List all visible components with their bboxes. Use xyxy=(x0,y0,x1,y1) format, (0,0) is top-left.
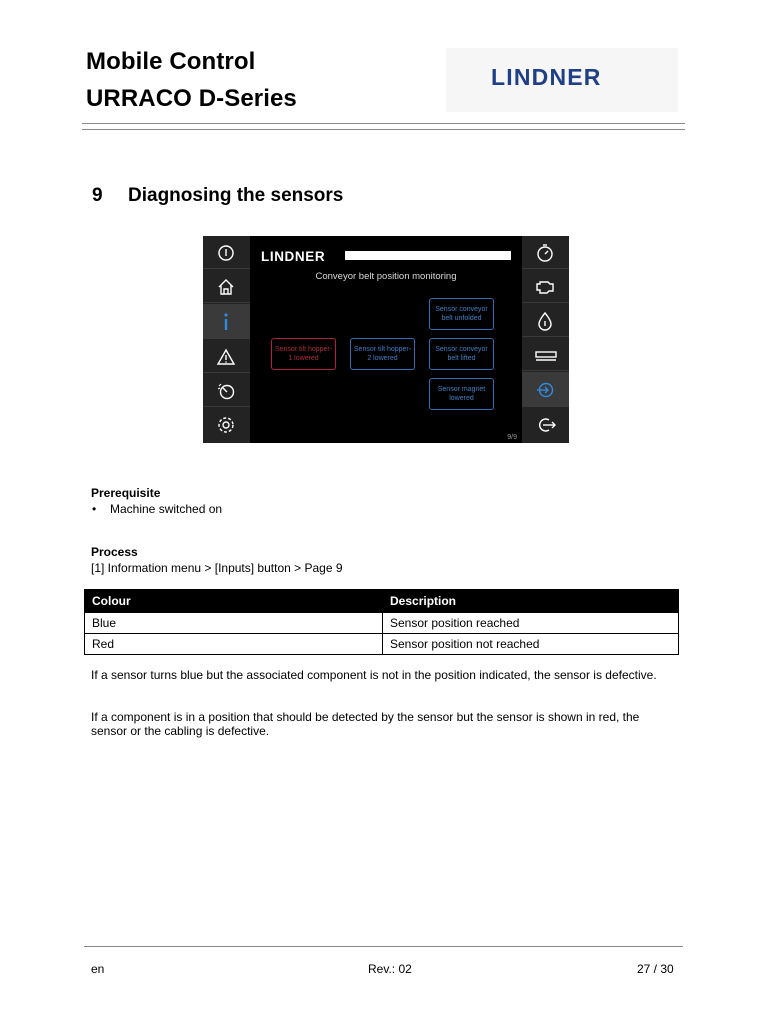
output-icon xyxy=(534,414,558,436)
timer-button xyxy=(203,374,250,407)
engine-icon xyxy=(534,276,558,298)
document-subtitle: URRACO D-Series xyxy=(86,85,297,112)
prerequisite-heading: Prerequisite xyxy=(91,486,161,500)
header-rule xyxy=(82,123,685,124)
information-button xyxy=(203,304,250,339)
screen-brand: LINDNER xyxy=(261,249,326,264)
right-sidebar xyxy=(522,236,569,443)
process-heading: Process xyxy=(91,545,138,559)
settings-button xyxy=(203,408,250,441)
sensor-tilt-hopper-2: Sensor tilt hopper-2 lowered xyxy=(350,338,415,370)
brand-bar xyxy=(345,251,511,260)
section-number: 9 xyxy=(92,185,103,206)
sensor-conveyor-belt-lifted: Sensor conveyor belt lifted xyxy=(429,338,494,370)
header-rule-2 xyxy=(82,129,685,130)
table-cell: Sensor position not reached xyxy=(383,634,679,655)
table-header-row xyxy=(85,590,679,613)
home-icon xyxy=(215,276,237,298)
sensor-magnet-lowered: Sensor magnet lowered xyxy=(429,378,494,410)
table-row xyxy=(85,634,679,655)
info-circle-button xyxy=(203,236,250,269)
footer-revision: Rev.: 02 xyxy=(368,962,412,976)
paragraph-blue-defective: If a sensor turns blue but the associated component is not in the position indicated, the sensor is defective. xyxy=(91,668,657,682)
inputs-button xyxy=(522,372,569,407)
table-header-colour: Colour xyxy=(85,590,383,613)
section-title: Diagnosing the sensors xyxy=(128,185,344,206)
document-title: Mobile Control xyxy=(86,48,256,75)
prerequisite-item: Machine switched on xyxy=(110,502,223,516)
info-circle-icon xyxy=(215,242,237,264)
input-icon xyxy=(534,379,556,401)
timer-icon xyxy=(215,380,237,402)
paragraph-red-defective: If a component is in a position that should be detected by the sensor but the sensor is shown in red, the sensor or the cabling is defective. xyxy=(91,710,640,738)
table-row xyxy=(85,613,679,634)
lindner-logo: LINDNER xyxy=(491,64,602,90)
table-cell: Sensor position reached xyxy=(383,613,679,634)
sensor-conveyor-belt-unfolded: Sensor conveyor belt unfolded xyxy=(429,298,494,330)
table-header-description: Description xyxy=(383,590,679,613)
table-cell: Blue xyxy=(85,613,383,634)
bullet-dot: • xyxy=(92,502,97,516)
screen-page-number: 9/9 xyxy=(507,434,517,441)
warning-icon xyxy=(215,346,237,368)
oil-drop-button xyxy=(522,304,569,337)
machine-display xyxy=(203,236,569,443)
engine-button xyxy=(522,270,569,303)
table-cell: Red xyxy=(85,634,383,655)
oil-drop-icon xyxy=(534,310,556,332)
stopwatch-icon xyxy=(534,242,556,264)
screen-title: Conveyor belt position monitoring xyxy=(315,271,457,282)
conveyor-button xyxy=(522,338,569,371)
warning-button xyxy=(203,340,250,373)
settings-icon xyxy=(215,414,237,436)
stopwatch-button xyxy=(522,236,569,269)
footer-page-number: 27 / 30 xyxy=(637,962,674,976)
outputs-button xyxy=(522,408,569,441)
footer-rule xyxy=(84,946,683,947)
sensor-tilt-hopper-1: Sensor tilt hopper-1 lowered xyxy=(271,338,336,370)
footer-language: en xyxy=(91,962,105,976)
left-sidebar xyxy=(203,236,250,443)
conveyor-icon xyxy=(534,344,558,366)
info-icon xyxy=(215,310,237,334)
colour-table xyxy=(84,589,679,655)
process-step: [1] Information menu > [Inputs] button > Page 9 xyxy=(91,561,343,575)
home-button xyxy=(203,270,250,303)
